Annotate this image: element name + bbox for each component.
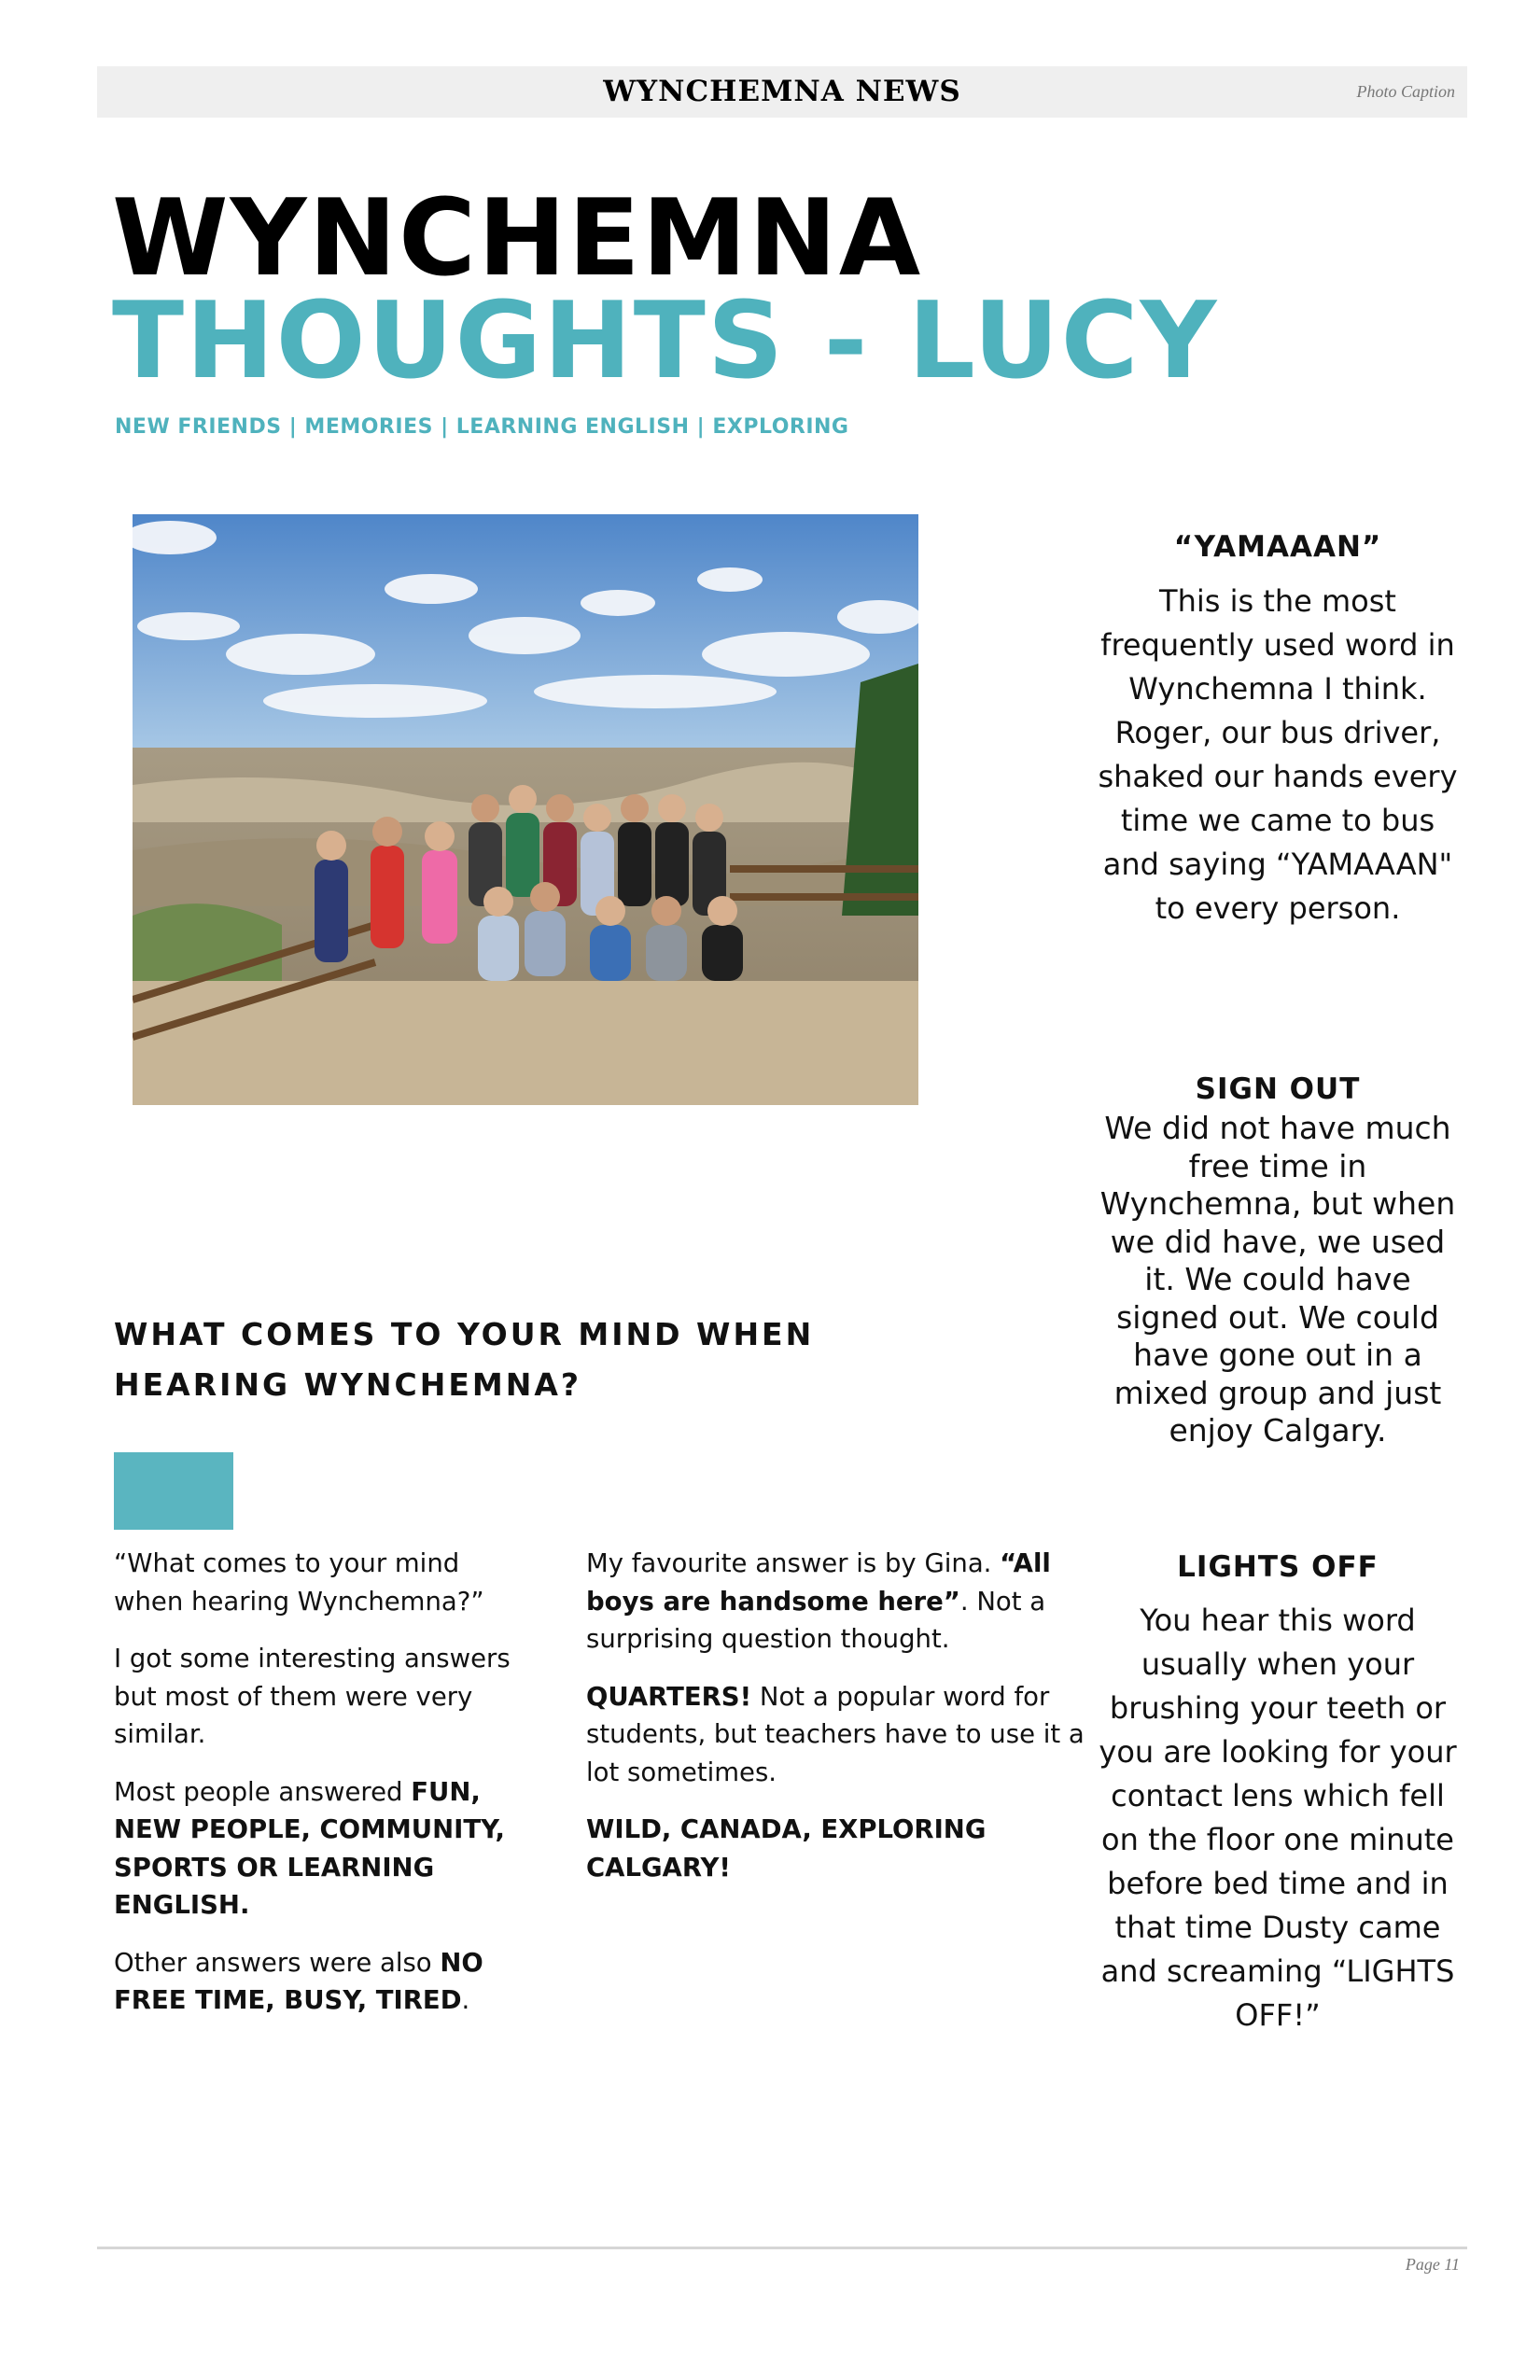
sidebar-body-lights-off: You hear this word usually when your brushing your teeth or you are looking for your contact lens which fell on the floor one minute before bed time and in that time Dusty came and screaming “LIGHTS OFF!” xyxy=(1099,1603,1457,2033)
teal-accent-block xyxy=(114,1452,233,1530)
newsletter-title: WYNCHEMNA NEWS xyxy=(603,75,961,108)
sidebar-body-sign-out: We did not have much free time in Wynchemna, but when we did have, we used it. We could have signed out. We could have gone out in a mixed group and just enjoy Calgary. xyxy=(1099,1110,1456,1449)
article-title-line2: THOUGHTS - LUCY xyxy=(112,279,1219,402)
column2-paragraph-2 xyxy=(586,1678,1095,1792)
column1-paragraph-3 xyxy=(114,1773,525,1925)
sidebar-section-sign-out xyxy=(1094,1072,1462,1450)
column2-p1-end: . Not a surprising question thought. xyxy=(586,1586,1046,1654)
column1-p4-end: . xyxy=(461,1985,470,2015)
sidebar-body-yamaaan: This is the most frequently used word in Wynchemna I think. Roger, our bus driver, shaked our hands every time we came to bus and saying “YAMAAAN" to every person. xyxy=(1098,583,1458,926)
column2-paragraph-3 xyxy=(586,1811,1095,1886)
column2-p3-bold: WILD, CANADA, EXPLORING CALGARY! xyxy=(586,1814,987,1883)
column1-paragraph-1: “What comes to your mind when hearing Wynchemna?” xyxy=(114,1548,484,1617)
column2-p1-bold: “All boys are handsome here” xyxy=(586,1548,1051,1617)
column1-p4-bold: NO FREE TIME, BUSY, TIRED xyxy=(114,1947,483,2015)
article-tags: NEW FRIENDS | MEMORIES | LEARNING ENGLISH | EXPLORING xyxy=(115,415,849,439)
sidebar-section-lights-off xyxy=(1094,1550,1462,2037)
header-bar xyxy=(97,66,1467,118)
sidebar-section-yamaaan xyxy=(1094,530,1462,931)
column2-paragraph-1 xyxy=(586,1545,1095,1659)
sidebar-heading-lights-off: LIGHTS OFF xyxy=(1177,1550,1379,1584)
article-title-line1: WYNCHEMNA xyxy=(112,176,923,300)
column2-p2-bold: QUARTERS! xyxy=(586,1681,752,1712)
sidebar-heading-sign-out: SIGN OUT xyxy=(1195,1072,1361,1106)
column1-p4-text: Other answers were also xyxy=(114,1947,441,1978)
sidebar-heading-yamaaan: “YAMAAAN” xyxy=(1173,530,1382,564)
footer-divider xyxy=(97,2247,1467,2249)
page-number: Page 11 xyxy=(1405,2255,1460,2274)
group-photo xyxy=(133,514,918,1105)
column1-paragraph-4 xyxy=(114,1944,525,2020)
column2-p2-text: Not a popular word for students, but teachers have to use it a lot sometimes. xyxy=(586,1681,1085,1787)
photo-caption-label: Photo Caption xyxy=(1356,82,1455,101)
column-2 xyxy=(586,1545,1095,1906)
column1-p3-bold: FUN, NEW PEOPLE, COMMUNITY, SPORTS OR LEARNING ENGLISH. xyxy=(114,1776,505,1920)
column1-p3-text: Most people answered xyxy=(114,1776,412,1807)
question-heading: WHAT COMES TO YOUR MIND WHEN HEARING WYNCHEMNA? xyxy=(114,1316,815,1403)
column-1 xyxy=(114,1545,525,2039)
column1-paragraph-2: I got some interesting answers but most of them were very similar. xyxy=(114,1644,511,1749)
column2-p1-text: My favourite answer is by Gina. xyxy=(586,1548,1001,1578)
